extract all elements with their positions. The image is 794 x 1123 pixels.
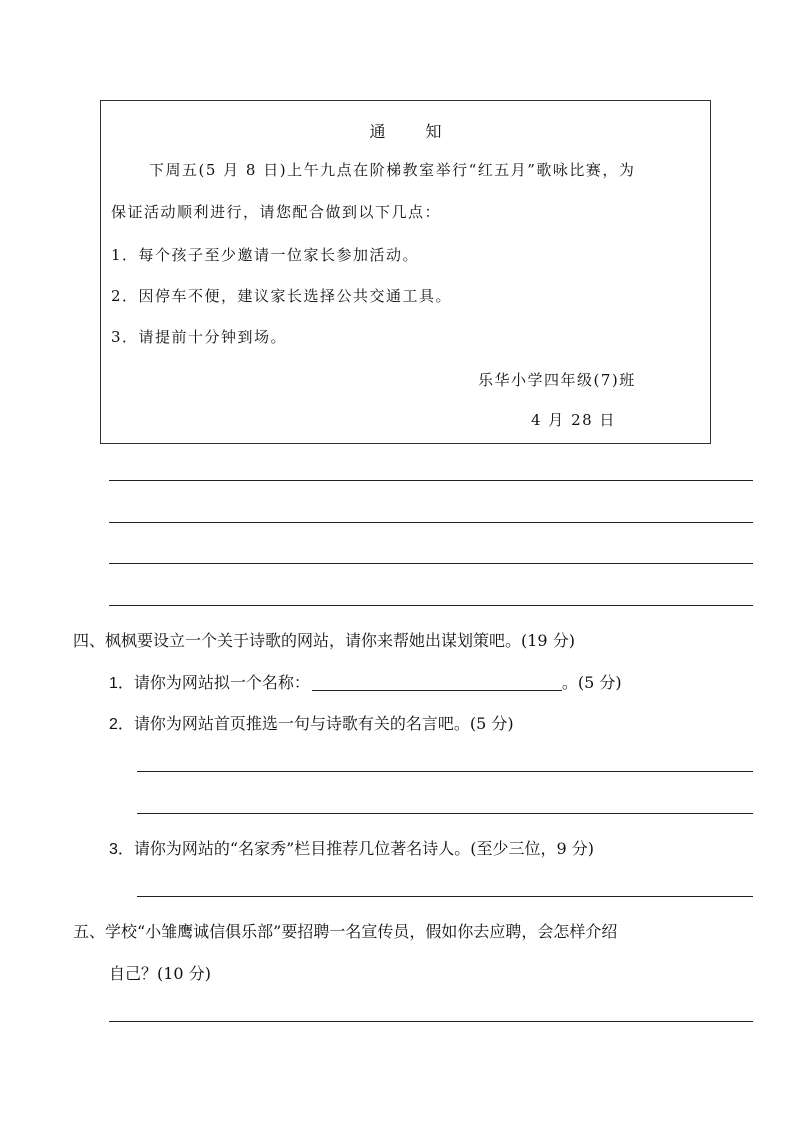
question-score: 。(5 分)	[561, 673, 622, 692]
notice-paragraph-line-1: 下周五(5 月 8 日)上午九点在阶梯教室举行“红五月”歌咏比赛，为	[149, 161, 636, 179]
question-4-1	[109, 670, 622, 693]
answer-line[interactable]	[109, 605, 753, 606]
answer-line[interactable]	[137, 771, 753, 772]
section-5-heading-line-1: 五、学校“小雏鹰诚信俱乐部”要招聘一名宣传员，假如你去应聘，会怎样介绍	[73, 922, 618, 941]
answer-line[interactable]	[109, 522, 753, 523]
website-name-blank[interactable]	[312, 674, 562, 691]
notice-paragraph-line-2: 保证活动顺利进行，请您配合做到以下几点：	[111, 203, 442, 221]
answer-line[interactable]	[109, 1021, 753, 1022]
notice-item-2: 2．因停车不便，建议家长选择公共交通工具。	[111, 287, 453, 305]
answer-line[interactable]	[109, 480, 753, 481]
notice-title: 通 知	[369, 122, 454, 141]
question-4-2	[109, 711, 514, 734]
question-text: 请你为网站拟一个名称：	[133, 673, 310, 692]
answer-line[interactable]	[137, 813, 753, 814]
notice-signature: 乐华小学四年级(7)班	[478, 371, 636, 389]
question-number: 2．	[109, 716, 134, 733]
question-text: 请你为网站的“名家秀”栏目推荐几位著名诗人。(至少三位，9 分)	[133, 839, 595, 858]
notice-item-3: 3．请提前十分钟到场。	[111, 328, 288, 346]
question-number: 3．	[109, 841, 134, 858]
question-4-3	[109, 836, 594, 859]
notice-box	[100, 100, 711, 444]
question-text: 请你为网站首页推选一句与诗歌有关的名言吧。(5 分)	[133, 714, 514, 733]
notice-date: 4 月 28 日	[531, 411, 616, 429]
question-number: 1．	[109, 675, 134, 692]
section-4-heading: 四、枫枫要设立一个关于诗歌的网站，请你来帮她出谋划策吧。(19 分)	[73, 631, 575, 650]
section-5-heading-line-2: 自己？(10 分)	[109, 964, 211, 983]
answer-line[interactable]	[137, 896, 753, 897]
answer-line[interactable]	[109, 563, 753, 564]
notice-item-1: 1．每个孩子至少邀请一位家长参加活动。	[111, 246, 420, 264]
